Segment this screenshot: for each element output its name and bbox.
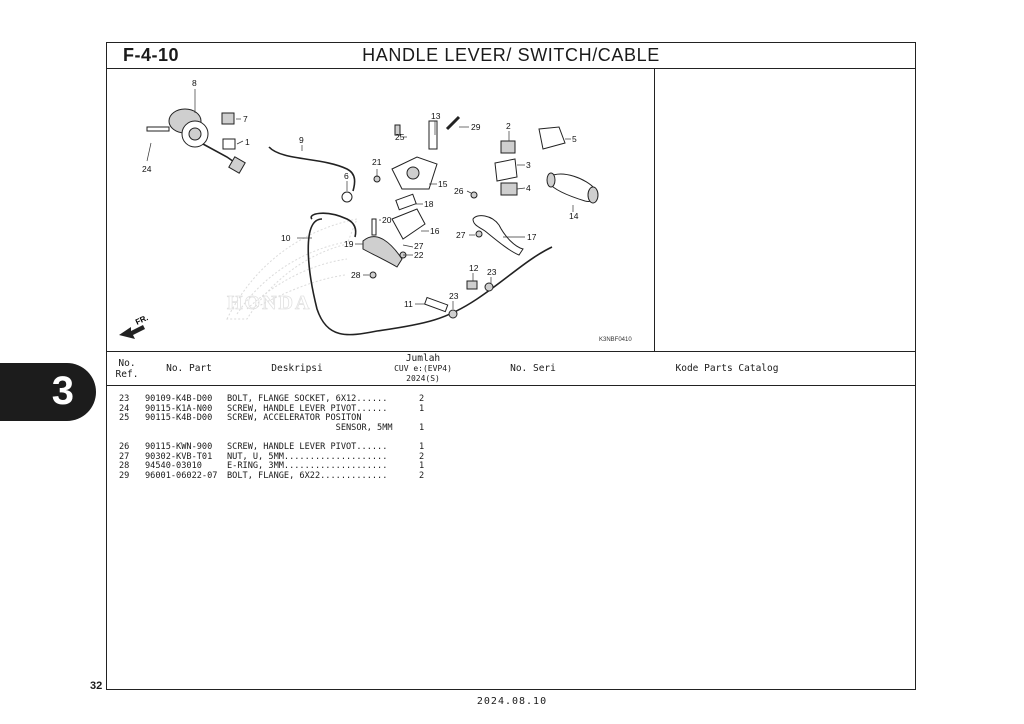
throttle-cable	[308, 219, 552, 335]
callout-22: 22	[414, 250, 424, 260]
drawing-code: K3NBF0410	[599, 337, 632, 343]
row-desc: E-RING, 3MM....................	[227, 461, 388, 472]
part-16	[392, 209, 425, 239]
page-frame	[106, 42, 916, 690]
row-part: 94540-03010	[145, 461, 202, 472]
figure-code: F-4-10	[123, 45, 180, 65]
part-5	[539, 127, 565, 149]
row-ref: 27	[119, 451, 130, 462]
callout-23-upper: 23	[487, 267, 497, 277]
callout-6: 6	[344, 171, 349, 181]
row-ref: 23	[119, 394, 130, 404]
section-tab	[0, 363, 96, 421]
section-tab-number: 3	[51, 369, 74, 413]
callout-26: 25	[395, 132, 405, 142]
part-4	[501, 183, 517, 195]
callout-8: 8	[192, 78, 197, 88]
row-ref: 24	[119, 403, 130, 414]
cable-9	[269, 147, 355, 191]
header-qty-line1: Jumlah	[405, 352, 441, 364]
part-12	[467, 281, 477, 289]
header-serial: No. Seri	[510, 363, 556, 374]
row-part: 90115-K1A-N00	[145, 403, 213, 414]
header-ref-line2: Ref.	[115, 368, 139, 380]
screw-24	[471, 192, 477, 198]
callout-2: 2	[506, 121, 511, 131]
callout-1: 1	[245, 137, 250, 147]
page-number: 32	[90, 680, 103, 692]
row-qty: 2	[419, 451, 425, 462]
bolt-20	[372, 219, 376, 235]
header-ref	[111, 352, 143, 385]
fr-label: FR.	[134, 313, 150, 327]
header-qty-line2: CUV e:(EVP4)	[394, 363, 452, 373]
bolt-23-lower	[449, 310, 457, 318]
part-19	[363, 237, 402, 267]
callout-5: 5	[572, 134, 577, 144]
callout-21: 21	[372, 157, 382, 167]
row-part: 90302-KVB-T01	[145, 451, 213, 462]
part-1	[223, 139, 235, 149]
header-qty-line3: 2024(S)	[406, 373, 440, 383]
header-desc: Deskripsi	[271, 363, 323, 374]
row-desc: SENSOR, 5MM	[227, 422, 393, 433]
table-row	[107, 424, 915, 434]
front-arrow-icon	[119, 325, 145, 339]
part-2	[501, 141, 515, 153]
callout-17: 17	[527, 232, 537, 242]
part-18	[396, 194, 416, 210]
row-desc: SCREW, HANDLE LEVER PIVOT......	[227, 403, 388, 414]
callout-27-center: 27	[414, 241, 424, 251]
header-catalog: Kode Parts Catalog	[675, 363, 779, 374]
callout-12: 12	[469, 263, 479, 273]
row-part: 90115-K4B-D00	[145, 413, 213, 424]
part-7	[222, 113, 234, 124]
row-part: 96001-06022-07	[145, 470, 218, 481]
callout-24: 26	[454, 186, 464, 196]
row-desc: BOLT, FLANGE SOCKET, 6X12......	[227, 394, 388, 404]
row-qty: 1	[419, 441, 425, 452]
part-3	[495, 159, 517, 181]
row-desc: NUT, U, 5MM....................	[227, 451, 388, 462]
callout-18: 18	[424, 199, 434, 209]
row-ref: 25	[119, 413, 130, 424]
callout-10: 10	[281, 233, 291, 243]
honda-wing-watermark	[227, 219, 357, 319]
nut-27-right	[476, 231, 482, 237]
table-header	[107, 351, 915, 386]
row-qty: 2	[419, 470, 425, 481]
callout-14: 14	[569, 211, 579, 221]
parts-table	[107, 395, 915, 481]
callout-25: 24	[142, 164, 152, 174]
callout-11: 11	[404, 299, 413, 309]
callout-16: 16	[430, 226, 440, 236]
left-grip	[547, 173, 598, 203]
figure-title: HANDLE LEVER/ SWITCH/CABLE	[362, 45, 660, 65]
part-11	[425, 297, 448, 311]
row-qty: 1	[419, 403, 425, 414]
header-part: No. Part	[166, 363, 212, 374]
callout-7: 7	[243, 114, 248, 124]
row-qty: 1	[419, 422, 425, 433]
bolt-23-upper	[485, 283, 493, 291]
row-desc: SCREW, ACCELERATOR POSITON	[227, 413, 362, 424]
honda-watermark-text: HONDA	[227, 292, 312, 314]
callout-19: 19	[344, 239, 354, 249]
header-ref-line1: No.	[118, 357, 136, 369]
callout-9: 9	[299, 135, 304, 145]
callout-29: 29	[471, 122, 481, 132]
row-ref: 29	[119, 470, 130, 481]
callout-28: 28	[351, 270, 361, 280]
callout-3: 3	[526, 160, 531, 170]
row-qty: 2	[419, 394, 425, 404]
print-date: 2024.08.10	[476, 696, 548, 707]
callout-23-lower: 23	[449, 291, 459, 301]
e-ring-28	[370, 272, 376, 278]
callout-15: 15	[438, 179, 448, 189]
row-qty: 1	[419, 461, 425, 472]
header-qty	[383, 352, 463, 385]
row-desc: SCREW, HANDLE LEVER PIVOT......	[227, 441, 388, 452]
bolt-29	[447, 117, 459, 129]
row-desc: BOLT, FLANGE, 6X22.............	[227, 470, 388, 481]
part-6	[342, 192, 352, 202]
title-bar	[107, 43, 915, 69]
row-ref: 26	[119, 441, 130, 452]
callout-27-right: 27	[456, 230, 466, 240]
callout-13: 13	[431, 111, 441, 121]
exploded-diagram	[107, 69, 655, 352]
table-row	[107, 472, 915, 482]
row-part: 90109-K4B-D00	[145, 394, 213, 404]
callout-4: 4	[526, 183, 531, 193]
callout-20: 20	[382, 215, 392, 225]
row-ref: 28	[119, 461, 130, 472]
row-part: 90115-KWN-900	[145, 441, 213, 452]
